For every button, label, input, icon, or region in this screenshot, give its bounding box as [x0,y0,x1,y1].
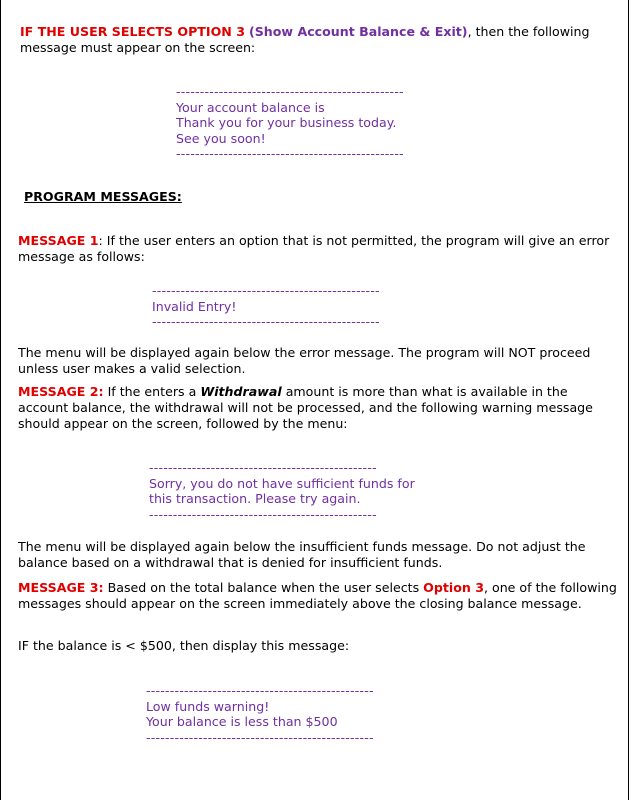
menu-redisplay-paragraph-1: The menu will be displayed again below the error message. The program will NOT proceed unless user makes a valid selection. [18,345,591,376]
message2-label: MESSAGE 2: [18,384,104,399]
message1-label: MESSAGE 1 [18,233,99,248]
divider-top: ------------------------------------------------ [149,460,377,475]
divider-bottom: ------------------------------------------------ [152,314,380,329]
message3-paragraph [18,580,618,612]
divider-top: ------------------------------------------------ [146,683,374,698]
divider-top: ------------------------------------------------ [152,283,380,298]
menu-redisplay-paragraph-2: The menu will be displayed again below the insufficient funds message. Do not adjust the balance based on a withdrawal that is denied for insufficient funds. [18,539,586,570]
message1-paragraph [18,233,618,265]
message2-emphasis: Withdrawal [200,384,282,399]
low-funds-line-2: Your balance is less than $500 [146,714,338,729]
balance-line-1: Your account balance is [176,99,325,115]
message3-option: Option 3 [423,580,484,595]
low-balance-condition: IF the balance is < $500, then display this message: [18,638,350,653]
insufficient-funds-box [149,460,415,522]
low-funds-box [146,683,408,745]
program-messages-heading: PROGRAM MESSAGES: [24,189,182,204]
option3-lead: IF THE USER SELECTS OPTION 3 [20,24,245,39]
low-funds-line-1: Low funds warning! [146,698,270,714]
divider-bottom: ------------------------------------------------ [146,729,374,745]
option3-paragraph [20,24,610,56]
balance-line-3: See you soon! [176,130,266,146]
message1-text: : If the user enters an option that is not permitted, the program will give an error message as follows: [18,233,610,264]
divider-bottom: ------------------------------------------------ [149,506,377,522]
divider-top: ------------------------------------------------ [176,84,404,99]
divider-bottom: ------------------------------------------------ [176,146,404,161]
message2-text-a: If the enters a [103,384,201,399]
balance-message-box [176,84,438,162]
message2-paragraph [18,384,618,432]
invalid-entry-line: Invalid Entry! [152,298,237,314]
option3-label: (Show Account Balance & Exit) [248,24,468,39]
message3-label: MESSAGE 3: [18,580,104,595]
balance-line-2: Thank you for your business today. [176,115,397,130]
option3-rest: , then the following message must appear on the screen: [20,24,590,55]
insufficient-line-2: this transaction. Please try again. [149,491,361,506]
message3-text-b: , one of the following messages should appear on the screen immediately above the closing balance message. [18,580,617,611]
message2-text-b: amount is more than what is available in the account balance, the withdrawal will not be processed, and the following warning message should appear on the screen, followed by the menu: [18,384,593,431]
invalid-entry-box [152,283,414,330]
message3-text-a: Based on the total balance when the user selects [103,580,424,595]
insufficient-line-1: Sorry, you do not have sufficient funds for [149,475,415,491]
